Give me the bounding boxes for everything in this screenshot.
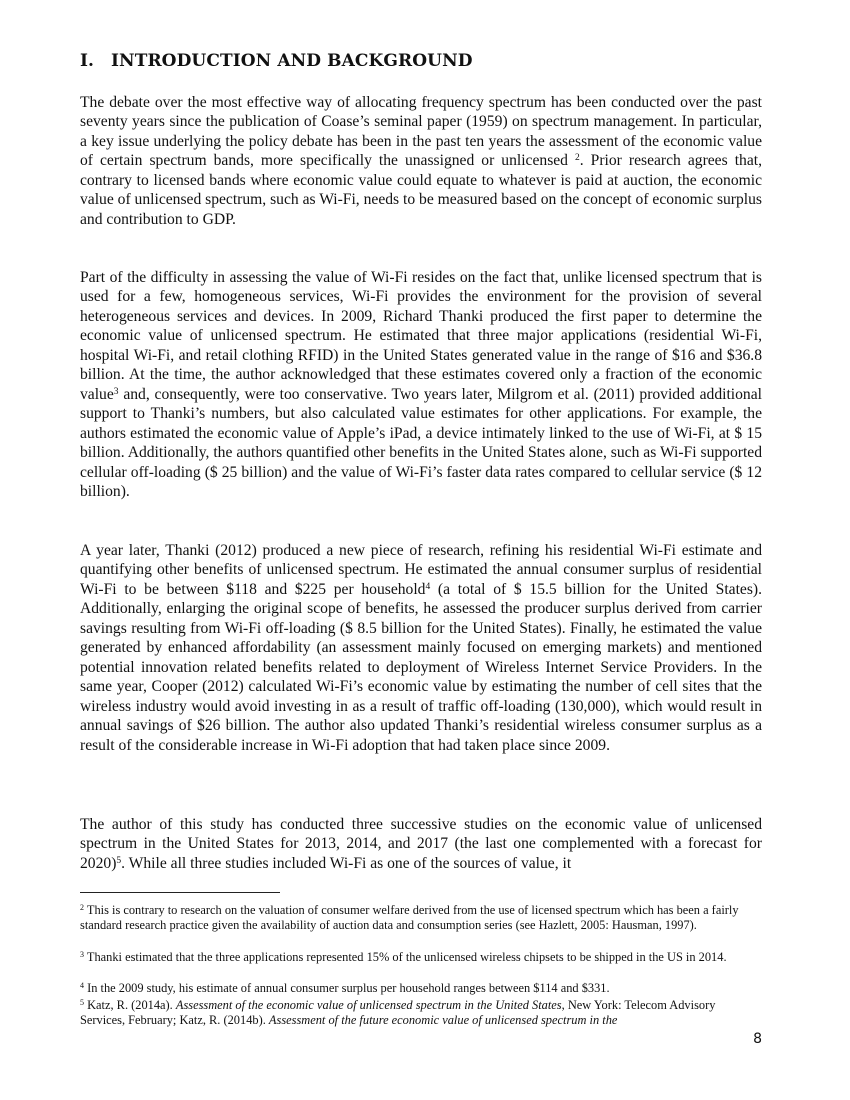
- footnote-2-text: This is contrary to research on the valuation of consumer welfare derived from the use of licensed spectrum which has been a fairly standard research practice given the availability of auction data and consumption series (see Hazlett, 2005: Hausman, 1997).: [80, 903, 739, 933]
- page-number: 8: [753, 1031, 762, 1047]
- footnote-5-number: 5: [80, 998, 84, 1007]
- footnote-ref-3: 3: [113, 386, 119, 397]
- footnote-4-number: 4: [80, 981, 84, 990]
- paragraph-4: [80, 815, 762, 873]
- footnote-5-title-1: Assessment of the economic value of unlicensed spectrum in the United States: [175, 998, 562, 1012]
- paragraph-3: [80, 541, 762, 755]
- paragraph-2: [80, 268, 762, 501]
- footnote-4: [80, 981, 762, 996]
- paragraph-4-text-a: The author of this study has conducted three successive studies on the economic value of unlicensed spectrum in the United States for 2013, 2014, and 2017 (the last one complemented with a forecast for 2020): [80, 816, 762, 872]
- footnote-ref-4: 4: [425, 581, 431, 592]
- footnote-5-title-2: Assessment of the future economic value of unlicensed spectrum in the: [268, 1013, 618, 1028]
- paragraph-2-text-b: and, consequently, were too conservative. Two years later, Milgrom et al. (2011) provided additional support to Thanki’s numbers, but also calculated value estimates for other applications. For example, the authors estimated the economic value of Apple’s iPad, a device intimately linked to the use of Wi-Fi, at $ 15 billion. Additionally, the authors quantified other benefits in the United States alone, such as Wi-Fi supported cellular off-loading ($ 25 billion) and the value of Wi-Fi’s faster data rates compared to cellular service ($ 12 billion).: [80, 385, 762, 500]
- paragraph-3-text-b: (a total of $ 15.5 billion for the United States). Additionally, enlarging the original scope of benefits, he assessed the producer surplus derived from carrier savings resulting from Wi-Fi off-loading ($ 8.5 billion for the United States). Finally, he estimated the value generated by enhanced affordability (an assessment mainly focused on emerging markets) and mentioned potential innovation related benefits related to deployment of Wireless Internet Service Providers. In the same year, Cooper (2012) calculated Wi-Fi’s economic value by estimating the number of cell sites that the wireless industry would avoid investing in as a result of traffic off-loading (130,000), which would result in annual savings of $26 billion. The author also updated Thanki’s residential wireless consumer surplus as a result of the considerable increase in Wi-Fi adoption that had taken place since 2009.: [80, 580, 763, 754]
- footnote-3-text: Thanki estimated that the three applications represented 15% of the unlicensed wireless chipsets to be shipped in the US in 2014.: [84, 950, 727, 964]
- section-number: I.: [80, 51, 95, 71]
- footnote-ref-5: 5: [116, 855, 122, 866]
- paragraph-1-text-a: The debate over the most effective way of allocating frequency spectrum has been conducted over the past seventy years since the publication of Coase’s seminal paper (1959) on spectrum management. In particular, a key issue underlying the policy debate has been in the past ten years the assessment of the economic value of certain spectrum bands, more specifically the unassigned or unlicensed: [80, 94, 762, 170]
- footnote-3: [80, 950, 762, 965]
- footnote-5-text-2: , New York: Telecom Advisory Services, February; Katz, R. (2014b).: [80, 998, 716, 1028]
- footnote-ref-2: 2: [575, 153, 580, 164]
- paragraph-1: [80, 93, 762, 229]
- footnote-5: [80, 998, 762, 1028]
- footnote-3-number: 3: [80, 950, 84, 959]
- footnote-2: [80, 903, 762, 933]
- section-heading: [80, 51, 473, 71]
- footnote-2-number: 2: [80, 903, 84, 912]
- paragraph-2-text-a: Part of the difficulty in assessing the value of Wi-Fi resides on the fact that, unlike licensed spectrum that is used for a few, homogeneous services, Wi-Fi provides the environment for the provision of several heterogeneous services and devices. In 2009, Richard Thanki produced the first paper to determine the economic value of unlicensed spectrum. He estimated that three major applications (residential Wi-Fi, hospital Wi-Fi, and retail clothing RFID) in the United States generated value in the range of $16 and $36.8 billion. At the time, the author acknowledged that these estimates covered only a fraction of the economic value: [80, 269, 762, 403]
- section-title: INTRODUCTION AND BACKGROUND: [111, 51, 473, 71]
- paragraph-3-text-a: A year later, Thanki (2012) produced a new piece of research, refining his residential Wi-Fi estimate and quantifying other benefits of unlicensed spectrum. He estimated the annual consumer surplus of residential Wi-Fi to be between $118 and $225 per household: [80, 542, 762, 598]
- footnote-5-text-1: Katz, R. (2014a).: [84, 998, 176, 1012]
- footnote-divider: [80, 892, 280, 893]
- footnote-4-text: In the 2009 study, his estimate of annual consumer surplus per household ranges between $114 and $331.: [84, 981, 610, 995]
- paragraph-1-text-b: . Prior research agrees that, contrary to licensed bands where economic value could equate to whatever is paid at auction, the economic value of unlicensed spectrum, such as Wi-Fi, needs to be measured based on the concept of economic surplus and contribution to GDP.: [80, 152, 762, 228]
- paragraph-4-text-b: . While all three studies included Wi-Fi as one of the sources of value, it: [121, 854, 572, 872]
